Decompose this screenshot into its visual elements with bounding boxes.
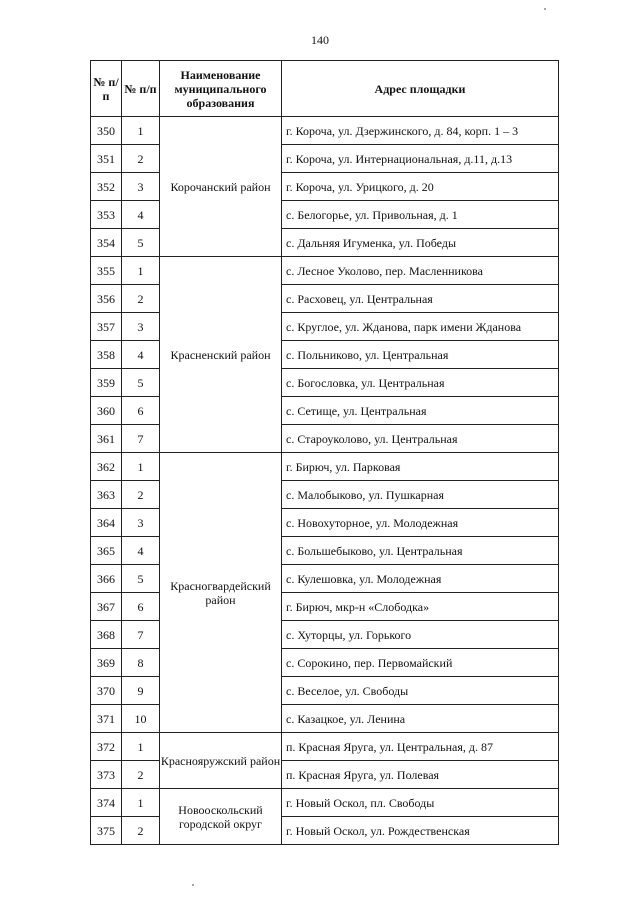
municipality-cell: Краснояружский район <box>160 733 282 789</box>
row-number: 375 <box>91 817 122 845</box>
table-row <box>91 733 559 761</box>
table-row <box>91 789 559 817</box>
municipality-cell: Красненский район <box>160 257 282 453</box>
row-sub-number: 5 <box>122 369 160 397</box>
row-sub-number: 1 <box>122 257 160 285</box>
address-cell: г. Новый Оскол, ул. Рождественская <box>282 817 559 845</box>
address-cell: п. Красная Яруга, ул. Полевая <box>282 761 559 789</box>
header-municipality: Наименование муниципального образования <box>160 61 282 117</box>
address-cell: с. Круглое, ул. Жданова, парк имени Жданова <box>282 313 559 341</box>
row-number: 367 <box>91 593 122 621</box>
row-sub-number: 2 <box>122 761 160 789</box>
address-cell: г. Бирюч, ул. Парковая <box>282 453 559 481</box>
row-number: 369 <box>91 649 122 677</box>
row-sub-number: 3 <box>122 313 160 341</box>
row-sub-number: 3 <box>122 173 160 201</box>
table-row <box>91 453 559 481</box>
address-cell: с. Кулешовка, ул. Молодежная <box>282 565 559 593</box>
row-sub-number: 10 <box>122 705 160 733</box>
row-number: 368 <box>91 621 122 649</box>
address-cell: с. Лесное Уколово, пер. Масленникова <box>282 257 559 285</box>
address-cell: с. Староуколово, ул. Центральная <box>282 425 559 453</box>
table-header <box>91 61 559 117</box>
address-cell: с. Расховец, ул. Центральная <box>282 285 559 313</box>
row-number: 370 <box>91 677 122 705</box>
address-cell: с. Сетище, ул. Центральная <box>282 397 559 425</box>
row-number: 361 <box>91 425 122 453</box>
row-sub-number: 4 <box>122 201 160 229</box>
row-sub-number: 1 <box>122 453 160 481</box>
row-number: 358 <box>91 341 122 369</box>
row-sub-number: 6 <box>122 593 160 621</box>
row-sub-number: 2 <box>122 145 160 173</box>
row-number: 353 <box>91 201 122 229</box>
table-row <box>91 257 559 285</box>
address-cell: г. Короча, ул. Дзержинского, д. 84, корп. 1 – 3 <box>282 117 559 145</box>
table-body <box>91 117 559 845</box>
row-sub-number: 9 <box>122 677 160 705</box>
row-sub-number: 3 <box>122 509 160 537</box>
page-number: 140 <box>311 33 329 47</box>
row-sub-number: 1 <box>122 789 160 817</box>
row-sub-number: 7 <box>122 621 160 649</box>
address-cell: с. Белогорье, ул. Привольная, д. 1 <box>282 201 559 229</box>
row-sub-number: 4 <box>122 341 160 369</box>
address-cell: п. Красная Яруга, ул. Центральная, д. 87 <box>282 733 559 761</box>
address-cell: с. Хуторцы, ул. Горького <box>282 621 559 649</box>
municipality-cell: Красногвардейский район <box>160 453 282 733</box>
row-number: 350 <box>91 117 122 145</box>
address-cell: с. Богословка, ул. Центральная <box>282 369 559 397</box>
row-number: 355 <box>91 257 122 285</box>
address-cell: с. Польниково, ул. Центральная <box>282 341 559 369</box>
row-sub-number: 1 <box>122 117 160 145</box>
row-number: 359 <box>91 369 122 397</box>
header-address: Адрес площадки <box>282 61 559 117</box>
header-num: № п/п <box>91 61 122 117</box>
row-number: 366 <box>91 565 122 593</box>
row-sub-number: 5 <box>122 229 160 257</box>
sites-table <box>90 60 559 845</box>
address-cell: г. Бирюч, мкр-н «Слободка» <box>282 593 559 621</box>
row-number: 354 <box>91 229 122 257</box>
address-cell: г. Короча, ул. Интернациональная, д.11, д.13 <box>282 145 559 173</box>
table-row <box>91 117 559 145</box>
row-number: 351 <box>91 145 122 173</box>
address-cell: г. Короча, ул. Урицкого, д. 20 <box>282 173 559 201</box>
row-sub-number: 1 <box>122 733 160 761</box>
address-cell: с. Малобыково, ул. Пушкарная <box>282 481 559 509</box>
row-number: 371 <box>91 705 122 733</box>
address-cell: с. Большебыково, ул. Центральная <box>282 537 559 565</box>
scan-speck <box>544 8 546 10</box>
scan-speck <box>192 884 194 886</box>
row-number: 364 <box>91 509 122 537</box>
municipality-cell: Корочанский район <box>160 117 282 257</box>
row-sub-number: 5 <box>122 565 160 593</box>
row-number: 356 <box>91 285 122 313</box>
row-number: 374 <box>91 789 122 817</box>
row-sub-number: 2 <box>122 481 160 509</box>
row-sub-number: 4 <box>122 537 160 565</box>
row-sub-number: 7 <box>122 425 160 453</box>
row-number: 360 <box>91 397 122 425</box>
address-cell: с. Сорокино, пер. Первомайский <box>282 649 559 677</box>
address-cell: с. Новохуторное, ул. Молодежная <box>282 509 559 537</box>
address-cell: с. Веселое, ул. Свободы <box>282 677 559 705</box>
row-number: 363 <box>91 481 122 509</box>
row-number: 372 <box>91 733 122 761</box>
municipality-cell: Новооскольский городской округ <box>160 789 282 845</box>
header-sub-num: № п/п <box>122 61 160 117</box>
address-cell: с. Дальняя Игуменка, ул. Победы <box>282 229 559 257</box>
row-number: 373 <box>91 761 122 789</box>
row-number: 365 <box>91 537 122 565</box>
row-sub-number: 2 <box>122 817 160 845</box>
row-sub-number: 6 <box>122 397 160 425</box>
row-number: 352 <box>91 173 122 201</box>
row-number: 362 <box>91 453 122 481</box>
row-sub-number: 8 <box>122 649 160 677</box>
address-cell: г. Новый Оскол, пл. Свободы <box>282 789 559 817</box>
address-cell: с. Казацкое, ул. Ленина <box>282 705 559 733</box>
header-row <box>91 61 559 117</box>
row-sub-number: 2 <box>122 285 160 313</box>
row-number: 357 <box>91 313 122 341</box>
